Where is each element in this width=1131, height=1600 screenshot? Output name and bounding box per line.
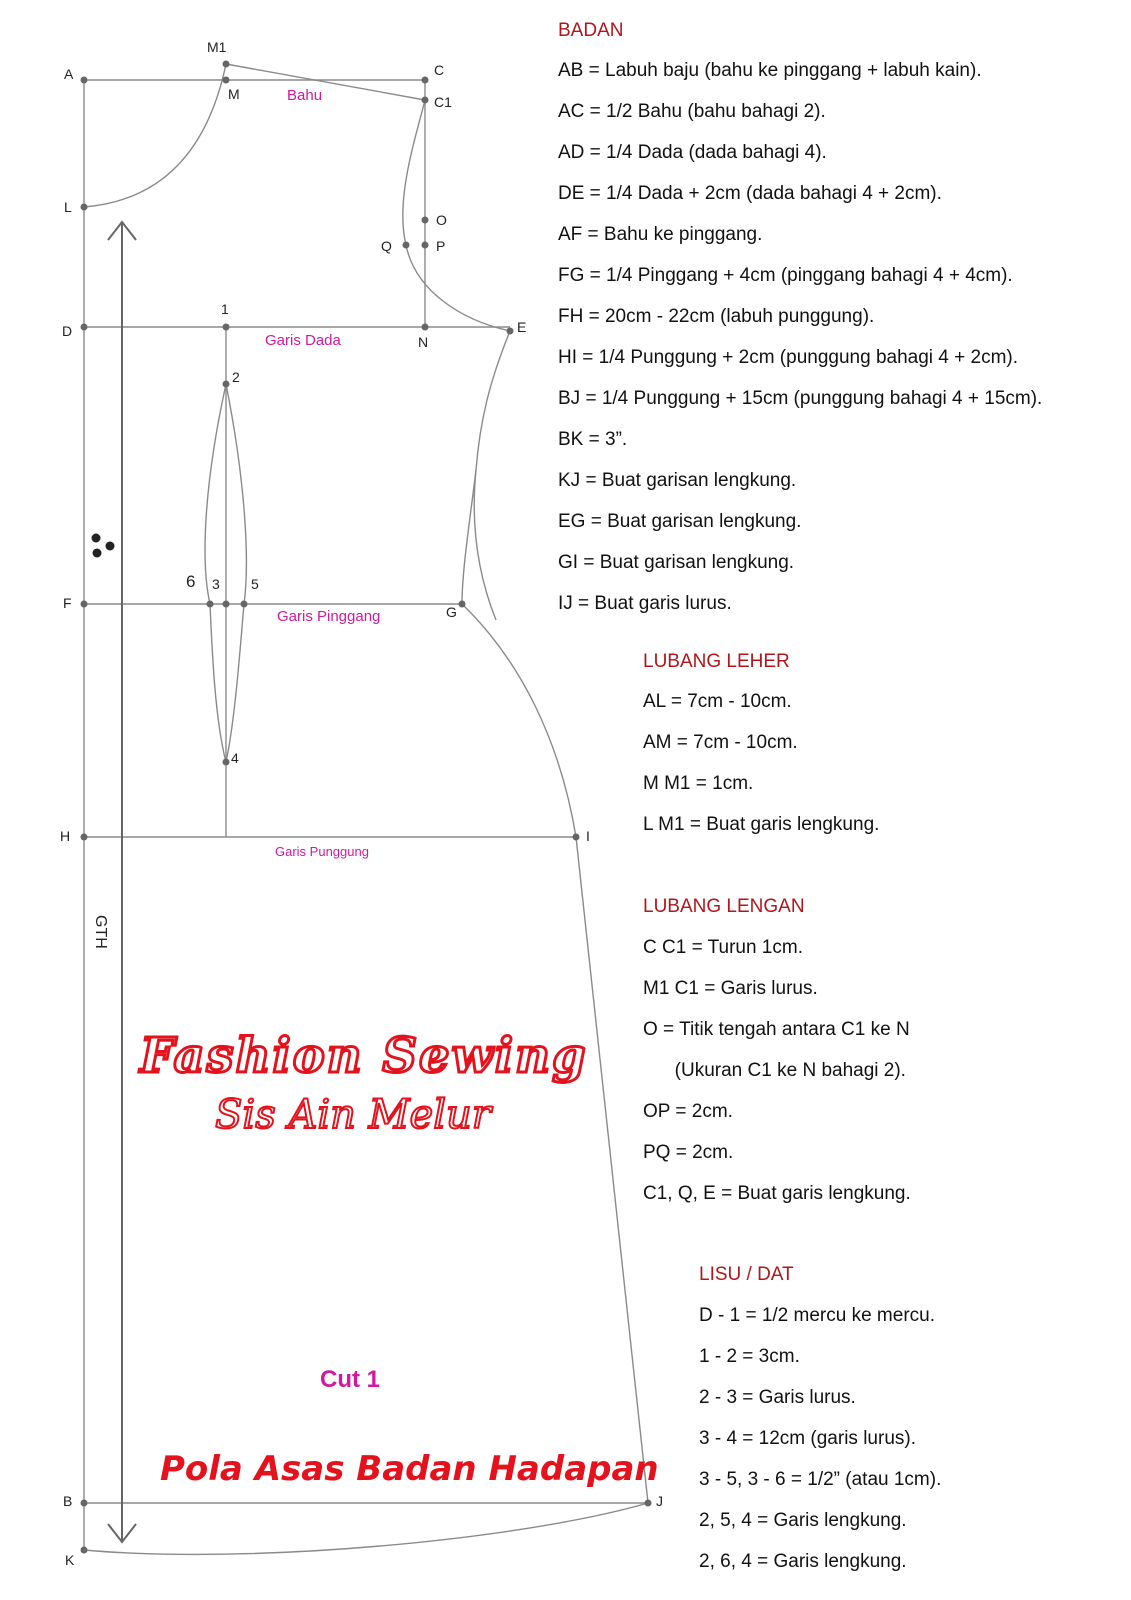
dot-H [81, 834, 88, 841]
dot-2 [223, 381, 230, 388]
gth-label: GTH [92, 915, 109, 949]
dot-L [81, 204, 88, 211]
label-P: P [436, 238, 446, 254]
label-bahu: Bahu [287, 87, 323, 104]
dot-F [81, 601, 88, 608]
pattern-name: Pola Asas Badan Hadapan [160, 1449, 659, 1489]
badan-item: AF = Bahu ke pinggang. [558, 224, 763, 245]
lubang-leher-item: L M1 = Buat garis lengkung. [643, 814, 880, 835]
label-garis-dada: Garis Dada [265, 332, 341, 349]
hem-curve-K-J [84, 1503, 648, 1554]
line-M1-C1 [226, 64, 425, 100]
label-garis-pinggang: Garis Pinggang [277, 608, 381, 625]
label-L: L [64, 199, 72, 215]
dot-P [422, 242, 429, 249]
dot-D [81, 324, 88, 331]
dart-right [226, 384, 246, 762]
badan-item: HI = 1/4 Punggung + 2cm (punggung bahagi 4 + 2cm). [558, 347, 1019, 368]
point-labels [60, 39, 663, 1568]
dot-M1 [223, 61, 230, 68]
dot-M [223, 77, 230, 84]
dot-6 [207, 601, 214, 608]
label-C: C [434, 62, 445, 78]
label-E: E [517, 319, 527, 335]
label-2: 2 [232, 369, 240, 385]
side-curve-E-G [462, 331, 510, 604]
dot-5 [241, 601, 248, 608]
lisu-dat-item: 2, 5, 4 = Garis lengkung. [699, 1510, 907, 1531]
label-A: A [64, 66, 74, 82]
lubang-leher-item: M M1 = 1cm. [643, 773, 754, 794]
label-5: 5 [251, 576, 259, 592]
dot-1 [223, 324, 230, 331]
dot-C [422, 77, 429, 84]
label-G: G [446, 604, 457, 620]
lubang-lengan-item: OP = 2cm. [643, 1101, 733, 1122]
lubang-lengan-item: C C1 = Turun 1cm. [643, 937, 803, 958]
badan-item: AC = 1/2 Bahu (bahu bahagi 2). [558, 101, 826, 122]
lubang-lengan-title: LUBANG LENGAN [643, 896, 805, 917]
armhole-curve [403, 100, 510, 331]
badan-item: EG = Buat garisan lengkung. [558, 511, 802, 532]
badan-item: GI = Buat garisan lengkung. [558, 552, 795, 573]
label-I: I [586, 828, 590, 844]
dot-O [422, 217, 429, 224]
lubang-lengan-item: O = Titik tengah antara C1 ke N [643, 1019, 910, 1040]
dart-left [205, 384, 226, 762]
cut-label: Cut 1 [320, 1366, 380, 1393]
label-K: K [65, 1552, 75, 1568]
badan-item: BK = 3”. [558, 429, 628, 450]
watermark-title: Fashion Sewing [140, 1028, 588, 1084]
point-dots [81, 61, 652, 1554]
lubang-lengan-item: PQ = 2cm. [643, 1142, 734, 1163]
label-H: H [60, 828, 71, 844]
label-D: D [62, 323, 73, 339]
watermark-subtitle: Sis Ain Melur [215, 1092, 491, 1138]
label-B: B [63, 1493, 73, 1509]
neckline-curve [84, 64, 226, 207]
dot-G [459, 601, 466, 608]
pattern-curves [84, 64, 648, 1554]
badan-item: FG = 1/4 Pinggang + 4cm (pinggang bahagi 4 + 4cm). [558, 265, 1013, 286]
dot-4 [223, 759, 230, 766]
dot-J [645, 1500, 652, 1507]
badan-item: AD = 1/4 Dada (dada bahagi 4). [558, 142, 827, 163]
lubang-leher-item: AM = 7cm - 10cm. [643, 732, 798, 753]
dot-C1 [422, 97, 429, 104]
label-Q: Q [381, 238, 392, 254]
dot-B [81, 1500, 88, 1507]
lisu-dat-title: LISU / DAT [699, 1264, 794, 1285]
badan-item: KJ = Buat garisan lengkung. [558, 470, 797, 491]
lubang-lengan-item: M1 C1 = Garis lurus. [643, 978, 818, 999]
lubang-lengan-item: (Ukuran C1 ke N bahagi 2). [643, 1060, 906, 1081]
dot-K [81, 1547, 88, 1554]
dot-I [573, 834, 580, 841]
lisu-dat-item: 3 - 4 = 12cm (garis lurus). [699, 1428, 916, 1449]
label-C1: C1 [434, 94, 452, 110]
lubang-leher-title: LUBANG LEHER [643, 651, 790, 672]
dot-N [422, 324, 429, 331]
badan-item: BJ = 1/4 Punggung + 15cm (punggung bahagi 4 + 15cm). [558, 388, 1043, 409]
side-curve-G-I [462, 604, 576, 837]
lisu-dat-item: 2 - 3 = Garis lurus. [699, 1387, 856, 1408]
dot-Q [403, 242, 410, 249]
label-garis-punggung: Garis Punggung [275, 844, 369, 859]
dot-3 [223, 601, 230, 608]
badan-item: IJ = Buat garis lurus. [558, 593, 732, 614]
label-M: M [228, 86, 240, 102]
label-O: O [436, 212, 447, 228]
label-J: J [656, 1493, 663, 1509]
gth-arrow [108, 222, 136, 1542]
badan-item: DE = 1/4 Dada + 2cm (dada bahagi 4 + 2cm). [558, 183, 942, 204]
side-curve-inner [474, 470, 496, 620]
lubang-lengan-item: C1, Q, E = Buat garis lengkung. [643, 1183, 911, 1204]
label-6: 6 [186, 572, 196, 591]
label-3: 3 [212, 576, 220, 592]
lubang-leher-item: AL = 7cm - 10cm. [643, 691, 792, 712]
label-1: 1 [221, 301, 229, 317]
label-4: 4 [231, 750, 239, 766]
lisu-dat-item: 1 - 2 = 3cm. [699, 1346, 800, 1367]
label-N: N [418, 334, 429, 350]
dot-A [81, 77, 88, 84]
dot-E [507, 328, 514, 335]
fold-marker [92, 534, 115, 558]
lisu-dat-item: 2, 6, 4 = Garis lengkung. [699, 1551, 907, 1572]
lisu-dat-item: D - 1 = 1/2 mercu ke mercu. [699, 1305, 935, 1326]
badan-item: FH = 20cm - 22cm (labuh punggung). [558, 306, 875, 327]
badan-item: AB = Labuh baju (bahu ke pinggang + labuh kain). [558, 60, 982, 81]
construction-lines [84, 64, 648, 1550]
line-I-J [576, 837, 648, 1503]
label-F: F [63, 595, 72, 611]
lisu-dat-item: 3 - 5, 3 - 6 = 1/2” (atau 1cm). [699, 1469, 942, 1490]
label-M1: M1 [207, 39, 227, 55]
badan-title: BADAN [558, 20, 624, 41]
